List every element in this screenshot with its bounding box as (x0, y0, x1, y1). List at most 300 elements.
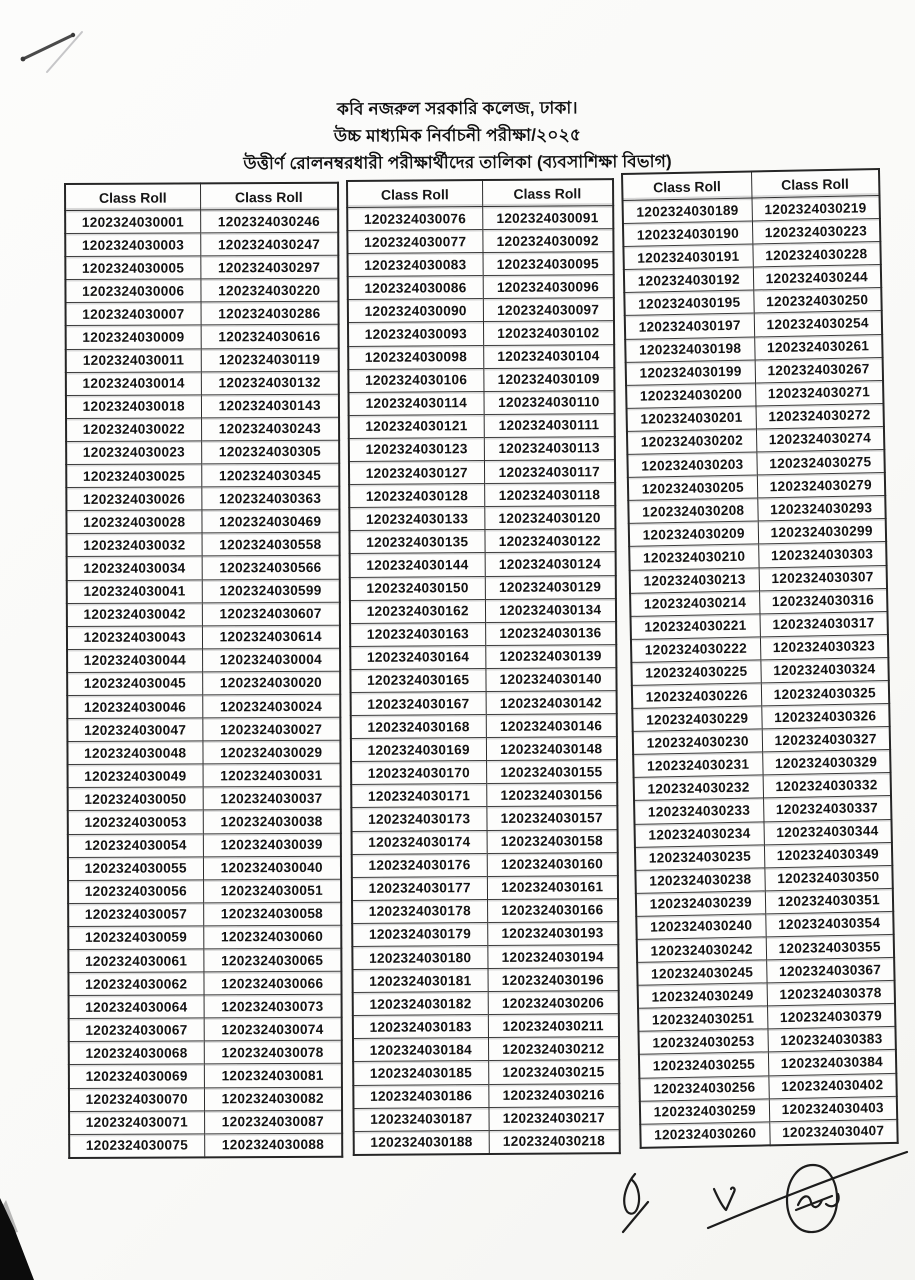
table-row (69, 1087, 342, 1111)
roll-cell: 1202324030188 (354, 1130, 489, 1155)
exam-name-title: উচ্চ মাধ্যমিক নির্বাচনী পরীক্ষা/২০২৫ (333, 125, 582, 146)
roll-cell: 1202324030247 (200, 232, 338, 256)
roll-cell: 1202324030354 (765, 911, 893, 937)
table-row (66, 371, 339, 395)
roll-cell: 1202324030607 (202, 602, 340, 626)
roll-cell: 1202324030254 (754, 311, 882, 337)
table-row (67, 694, 340, 718)
roll-cell: 1202324030022 (66, 418, 201, 442)
roll-cell: 1202324030214 (630, 591, 759, 617)
roll-cell: 1202324030026 (66, 487, 201, 511)
roll-cell: 1202324030167 (351, 692, 486, 716)
roll-cell: 1202324030162 (350, 599, 485, 623)
table-row (66, 325, 339, 349)
roll-cell: 1202324030185 (353, 1061, 488, 1085)
document-header (0, 93, 915, 179)
table-row (354, 1129, 620, 1154)
roll-cell: 1202324030231 (633, 752, 762, 778)
column-header-class-roll: Class Roll (482, 179, 613, 206)
roll-cell: 1202324030020 (202, 671, 340, 695)
column-header-class-roll: Class Roll (65, 183, 200, 210)
table-row (68, 810, 341, 834)
roll-cell: 1202324030051 (203, 879, 341, 903)
roll-cell: 1202324030566 (202, 556, 340, 580)
roll-cell: 1202324030071 (69, 1111, 204, 1135)
roll-cell: 1202324030058 (203, 902, 341, 926)
roll-cell: 1202324030215 (488, 1060, 619, 1084)
table-row (351, 760, 617, 785)
column-header-class-roll: Class Roll (200, 183, 338, 210)
roll-cell: 1202324030044 (67, 649, 202, 673)
roll-cell: 1202324030351 (765, 888, 893, 914)
roll-cell: 1202324030024 (202, 694, 340, 718)
roll-cell: 1202324030095 (483, 252, 614, 276)
list-description-title: উত্তীর্ণ রোলনম্বরধারী পরীক্ষার্থীদের তালিকা (ব্যবসাশিক্ষা বিভাগ) (243, 151, 672, 174)
roll-cell: 1202324030202 (627, 429, 756, 455)
roll-cell: 1202324030047 (67, 718, 202, 742)
roll-cell: 1202324030128 (349, 484, 484, 508)
roll-cell: 1202324030041 (67, 579, 202, 603)
roll-cell: 1202324030228 (752, 242, 880, 268)
table-row (69, 1064, 342, 1088)
roll-cell: 1202324030325 (761, 680, 889, 706)
roll-cell: 1202324030196 (488, 968, 619, 992)
roll-cell: 1202324030009 (66, 325, 201, 349)
roll-cell: 1202324030402 (768, 1073, 896, 1099)
table-row (66, 302, 339, 326)
college-name-title: কবি নজরুল সরকারি কলেজ, ঢাকা। (336, 98, 578, 119)
roll-cell: 1202324030038 (203, 810, 341, 834)
table-row (349, 529, 615, 554)
roll-cell: 1202324030367 (766, 957, 894, 983)
table-row (67, 625, 340, 649)
table-row (69, 1110, 342, 1134)
roll-cell: 1202324030199 (626, 360, 755, 386)
roll-cell: 1202324030212 (488, 1037, 619, 1061)
roll-cell: 1202324030140 (485, 667, 616, 691)
roll-cell: 1202324030055 (68, 857, 203, 881)
roll-cell: 1202324030060 (203, 925, 341, 949)
roll-cell: 1202324030246 (200, 209, 338, 233)
roll-cell: 1202324030324 (760, 657, 888, 683)
roll-cell: 1202324030104 (483, 344, 614, 368)
table-row (68, 971, 341, 995)
roll-cell: 1202324030275 (756, 450, 884, 476)
roll-cell: 1202324030018 (66, 395, 201, 419)
roll-cell: 1202324030267 (755, 357, 883, 383)
roll-cell: 1202324030272 (755, 403, 883, 429)
table-row (66, 486, 339, 510)
roll-cell: 1202324030242 (637, 937, 766, 963)
roll-cell: 1202324030173 (351, 807, 486, 831)
roll-cell: 1202324030219 (752, 196, 880, 222)
roll-cell: 1202324030329 (762, 750, 890, 776)
roll-cell: 1202324030127 (349, 461, 484, 485)
table-row (349, 460, 615, 485)
roll-cell: 1202324030045 (67, 672, 202, 696)
column-header-class-roll: Class Roll (622, 172, 751, 201)
table-row (66, 440, 339, 464)
roll-cell: 1202324030271 (755, 380, 883, 406)
table-row (67, 556, 340, 580)
roll-cell: 1202324030232 (634, 775, 763, 801)
roll-cell: 1202324030069 (69, 1064, 204, 1088)
roll-cell: 1202324030192 (624, 267, 753, 293)
table-row (66, 510, 339, 534)
roll-cell: 1202324030064 (69, 995, 204, 1019)
roll-cell: 1202324030065 (203, 948, 341, 972)
roll-cell: 1202324030083 (348, 253, 483, 277)
roll-cell: 1202324030178 (352, 899, 487, 923)
roll-cell: 1202324030221 (631, 614, 760, 640)
roll-cell: 1202324030097 (483, 298, 614, 322)
table-row (351, 806, 617, 831)
roll-cell: 1202324030239 (636, 891, 765, 917)
roll-cell: 1202324030203 (627, 452, 756, 478)
roll-cell: 1202324030040 (203, 856, 341, 880)
roll-cell: 1202324030253 (638, 1029, 767, 1055)
roll-cell: 1202324030558 (202, 533, 340, 557)
roll-cell: 1202324030011 (66, 348, 201, 372)
table-row (352, 875, 618, 900)
roll-cell: 1202324030004 (202, 648, 340, 672)
table-row (350, 575, 616, 600)
table-row (350, 598, 616, 623)
roll-cell: 1202324030023 (66, 441, 201, 465)
roll-cell: 1202324030190 (623, 221, 752, 247)
roll-cell: 1202324030142 (486, 691, 617, 715)
roll-cell: 1202324030379 (767, 1004, 895, 1030)
table-row (352, 945, 618, 970)
roll-cell: 1202324030120 (484, 506, 615, 530)
roll-table-body (65, 209, 342, 1158)
table-row (347, 229, 613, 254)
roll-cell: 1202324030156 (486, 783, 617, 807)
roll-cell: 1202324030345 (201, 463, 339, 487)
roll-cell: 1202324030075 (69, 1134, 204, 1158)
table-row (352, 922, 618, 947)
roll-cell: 1202324030226 (632, 683, 761, 709)
roll-cell: 1202324030323 (760, 634, 888, 660)
table-row (348, 252, 614, 277)
header-row (65, 183, 338, 211)
table-row (351, 714, 617, 739)
roll-cell: 1202324030616 (201, 325, 339, 349)
roll-cell: 1202324030198 (625, 337, 754, 363)
roll-table-group-3 (621, 168, 899, 1149)
roll-cell: 1202324030001 (65, 210, 200, 234)
roll-cell: 1202324030054 (68, 833, 203, 857)
roll-cell: 1202324030029 (202, 740, 340, 764)
roll-cell: 1202324030206 (488, 991, 619, 1015)
roll-cell: 1202324030208 (628, 498, 757, 524)
table-row (348, 367, 614, 392)
roll-cell: 1202324030081 (204, 1064, 342, 1088)
table-row (348, 344, 614, 369)
roll-table-body (347, 206, 620, 1155)
roll-cell: 1202324030299 (758, 519, 886, 545)
table-row (350, 667, 616, 692)
roll-cell: 1202324030317 (759, 611, 887, 637)
roll-cell: 1202324030303 (758, 542, 886, 568)
roll-cell: 1202324030048 (67, 741, 202, 765)
roll-cell: 1202324030305 (201, 440, 339, 464)
roll-cell: 1202324030118 (484, 483, 615, 507)
roll-cell: 1202324030201 (627, 406, 756, 432)
table-row (65, 232, 338, 256)
roll-cell: 1202324030383 (767, 1027, 895, 1053)
roll-cell: 1202324030061 (68, 949, 203, 973)
table-row (348, 298, 614, 323)
roll-cell: 1202324030244 (753, 265, 881, 291)
roll-cell: 1202324030279 (757, 473, 885, 499)
roll-cell: 1202324030250 (753, 288, 881, 314)
roll-cell: 1202324030249 (638, 983, 767, 1009)
roll-cell: 1202324030297 (200, 255, 338, 279)
roll-cell: 1202324030073 (204, 994, 342, 1018)
table-row (66, 463, 339, 487)
roll-cell: 1202324030042 (67, 602, 202, 626)
roll-cell: 1202324030032 (67, 533, 202, 557)
roll-cell: 1202324030238 (635, 868, 764, 894)
roll-cell: 1202324030332 (763, 773, 891, 799)
roll-cell: 1202324030057 (68, 903, 203, 927)
roll-cell: 1202324030261 (754, 334, 882, 360)
table-row (68, 764, 341, 788)
pen-scribble-mark (10, 20, 100, 80)
roll-cell: 1202324030091 (482, 206, 613, 230)
roll-cell: 1202324030181 (353, 969, 488, 993)
roll-cell: 1202324030034 (67, 556, 202, 580)
roll-cell: 1202324030179 (352, 922, 487, 946)
table-row (68, 902, 341, 926)
roll-cell: 1202324030117 (484, 460, 615, 484)
roll-cell: 1202324030088 (204, 1133, 342, 1157)
roll-cell: 1202324030469 (201, 510, 339, 534)
table-row (349, 437, 615, 462)
roll-cell: 1202324030194 (487, 945, 618, 969)
column-header-class-roll: Class Roll (347, 180, 482, 207)
roll-cell: 1202324030146 (486, 714, 617, 738)
roll-cell: 1202324030049 (68, 764, 203, 788)
table-row (66, 417, 339, 441)
table-row (65, 279, 338, 303)
roll-cell: 1202324030111 (484, 413, 615, 437)
roll-cell: 1202324030155 (486, 760, 617, 784)
roll-cell: 1202324030222 (631, 637, 760, 663)
roll-cell: 1202324030177 (352, 876, 487, 900)
roll-cell: 1202324030077 (347, 230, 482, 254)
roll-cell: 1202324030170 (351, 761, 486, 785)
roll-cell: 1202324030031 (203, 764, 341, 788)
roll-cell: 1202324030113 (484, 437, 615, 461)
roll-cell: 1202324030066 (203, 971, 341, 995)
table-row (353, 1014, 619, 1039)
roll-cell: 1202324030005 (65, 256, 200, 280)
table-row (353, 968, 619, 993)
roll-cell: 1202324030062 (68, 972, 203, 996)
table-row (66, 394, 339, 418)
roll-cell: 1202324030121 (349, 414, 484, 438)
table-row (353, 991, 619, 1016)
roll-cell: 1202324030070 (69, 1087, 204, 1111)
roll-cell: 1202324030046 (67, 695, 202, 719)
roll-cell: 1202324030255 (639, 1052, 768, 1078)
roll-cell: 1202324030220 (200, 279, 338, 303)
roll-cell: 1202324030007 (66, 302, 201, 326)
roll-cell: 1202324030106 (348, 368, 483, 392)
roll-cell: 1202324030139 (485, 644, 616, 668)
roll-cell: 1202324030184 (353, 1038, 488, 1062)
roll-cell: 1202324030053 (68, 810, 203, 834)
roll-cell: 1202324030599 (202, 579, 340, 603)
roll-cell: 1202324030209 (629, 521, 758, 547)
table-row (351, 691, 617, 716)
roll-cell: 1202324030014 (66, 372, 201, 396)
roll-cell: 1202324030186 (353, 1084, 488, 1108)
roll-cell: 1202324030327 (762, 727, 890, 753)
roll-cell: 1202324030193 (487, 922, 618, 946)
table-row (67, 602, 340, 626)
table-row (68, 787, 341, 811)
roll-cell: 1202324030245 (637, 960, 766, 986)
roll-cell: 1202324030135 (349, 530, 484, 554)
roll-cell: 1202324030110 (483, 390, 614, 414)
roll-cell: 1202324030403 (769, 1096, 897, 1122)
column-header-class-roll: Class Roll (751, 169, 879, 198)
roll-cell: 1202324030293 (757, 496, 885, 522)
table-row (350, 644, 616, 669)
roll-cell: 1202324030233 (634, 798, 763, 824)
roll-cell: 1202324030350 (764, 865, 892, 891)
roll-cell: 1202324030076 (347, 207, 482, 231)
scan-corner-shadow (0, 1188, 40, 1280)
roll-cell: 1202324030223 (752, 219, 880, 245)
roll-cell: 1202324030171 (351, 784, 486, 808)
roll-cell: 1202324030260 (640, 1122, 769, 1148)
roll-cell: 1202324030164 (350, 645, 485, 669)
table-row (68, 925, 341, 949)
roll-cell: 1202324030132 (201, 371, 339, 395)
roll-cell: 1202324030230 (633, 729, 762, 755)
roll-cell: 1202324030050 (68, 787, 203, 811)
roll-cell: 1202324030407 (769, 1119, 897, 1145)
table-row (353, 1060, 619, 1085)
roll-cell: 1202324030160 (487, 852, 618, 876)
roll-cell: 1202324030006 (65, 279, 200, 303)
table-row (69, 1018, 342, 1042)
roll-cell: 1202324030098 (348, 345, 483, 369)
table-row (67, 717, 340, 741)
table-row (353, 1037, 619, 1062)
table-row (349, 413, 615, 438)
table-row (640, 1119, 897, 1148)
roll-cell: 1202324030143 (201, 394, 339, 418)
roll-cell: 1202324030168 (351, 715, 486, 739)
table-row (353, 1106, 619, 1131)
table-row (352, 829, 618, 854)
table-row (348, 321, 614, 346)
roll-cell: 1202324030234 (634, 821, 763, 847)
roll-table-group-2 (346, 178, 621, 1156)
table-row (69, 1041, 342, 1065)
table-row (67, 671, 340, 695)
roll-cell: 1202324030109 (483, 367, 614, 391)
roll-cell: 1202324030614 (202, 625, 340, 649)
table-row (67, 533, 340, 557)
roll-cell: 1202324030205 (628, 475, 757, 501)
table-row (69, 994, 342, 1018)
roll-cell: 1202324030344 (763, 819, 891, 845)
roll-cell: 1202324030114 (348, 391, 483, 415)
table-row (349, 483, 615, 508)
roll-cell: 1202324030158 (487, 829, 618, 853)
table-row (350, 552, 616, 577)
roll-cell: 1202324030183 (353, 1015, 488, 1039)
roll-cell: 1202324030067 (69, 1018, 204, 1042)
roll-cell: 1202324030025 (66, 464, 201, 488)
roll-cell: 1202324030161 (487, 875, 618, 899)
roll-cell: 1202324030349 (764, 842, 892, 868)
roll-cell: 1202324030378 (767, 981, 895, 1007)
roll-cell: 1202324030092 (482, 229, 613, 253)
roll-cell: 1202324030056 (68, 880, 203, 904)
table-row (68, 856, 341, 880)
header-row (347, 179, 613, 207)
roll-cell: 1202324030211 (488, 1014, 619, 1038)
roll-cell: 1202324030182 (353, 992, 488, 1016)
roll-cell: 1202324030027 (202, 717, 340, 741)
roll-cell: 1202324030240 (636, 914, 765, 940)
roll-cell: 1202324030180 (352, 946, 487, 970)
roll-cell: 1202324030096 (483, 275, 614, 299)
roll-cell: 1202324030028 (66, 510, 201, 534)
roll-cell: 1202324030225 (631, 660, 760, 686)
roll-cell: 1202324030082 (204, 1087, 342, 1111)
roll-cell: 1202324030123 (349, 437, 484, 461)
roll-cell: 1202324030124 (485, 552, 616, 576)
roll-cell: 1202324030086 (348, 276, 483, 300)
roll-cell: 1202324030197 (625, 313, 754, 339)
table-row (348, 390, 614, 415)
roll-cell: 1202324030136 (485, 621, 616, 645)
roll-cell: 1202324030316 (759, 588, 887, 614)
roll-table-group-1 (64, 182, 343, 1159)
table-row (68, 833, 341, 857)
table-row (351, 737, 617, 762)
table-row (349, 506, 615, 531)
roll-cell: 1202324030037 (203, 787, 341, 811)
roll-cell: 1202324030363 (201, 486, 339, 510)
roll-cell: 1202324030210 (629, 544, 758, 570)
table-row (352, 852, 618, 877)
roll-cell: 1202324030087 (204, 1110, 342, 1134)
table-row (67, 740, 340, 764)
roll-cell: 1202324030218 (489, 1129, 620, 1154)
roll-cell: 1202324030134 (485, 598, 616, 622)
roll-cell: 1202324030251 (638, 1006, 767, 1032)
roll-cell: 1202324030200 (626, 383, 755, 409)
table-row (65, 255, 338, 279)
roll-cell: 1202324030119 (201, 348, 339, 372)
table-row (351, 783, 617, 808)
roll-cell: 1202324030243 (201, 417, 339, 441)
table-row (67, 579, 340, 603)
roll-cell: 1202324030326 (761, 704, 889, 730)
roll-cell: 1202324030133 (349, 507, 484, 531)
roll-cell: 1202324030274 (756, 426, 884, 452)
table-row (352, 898, 618, 923)
